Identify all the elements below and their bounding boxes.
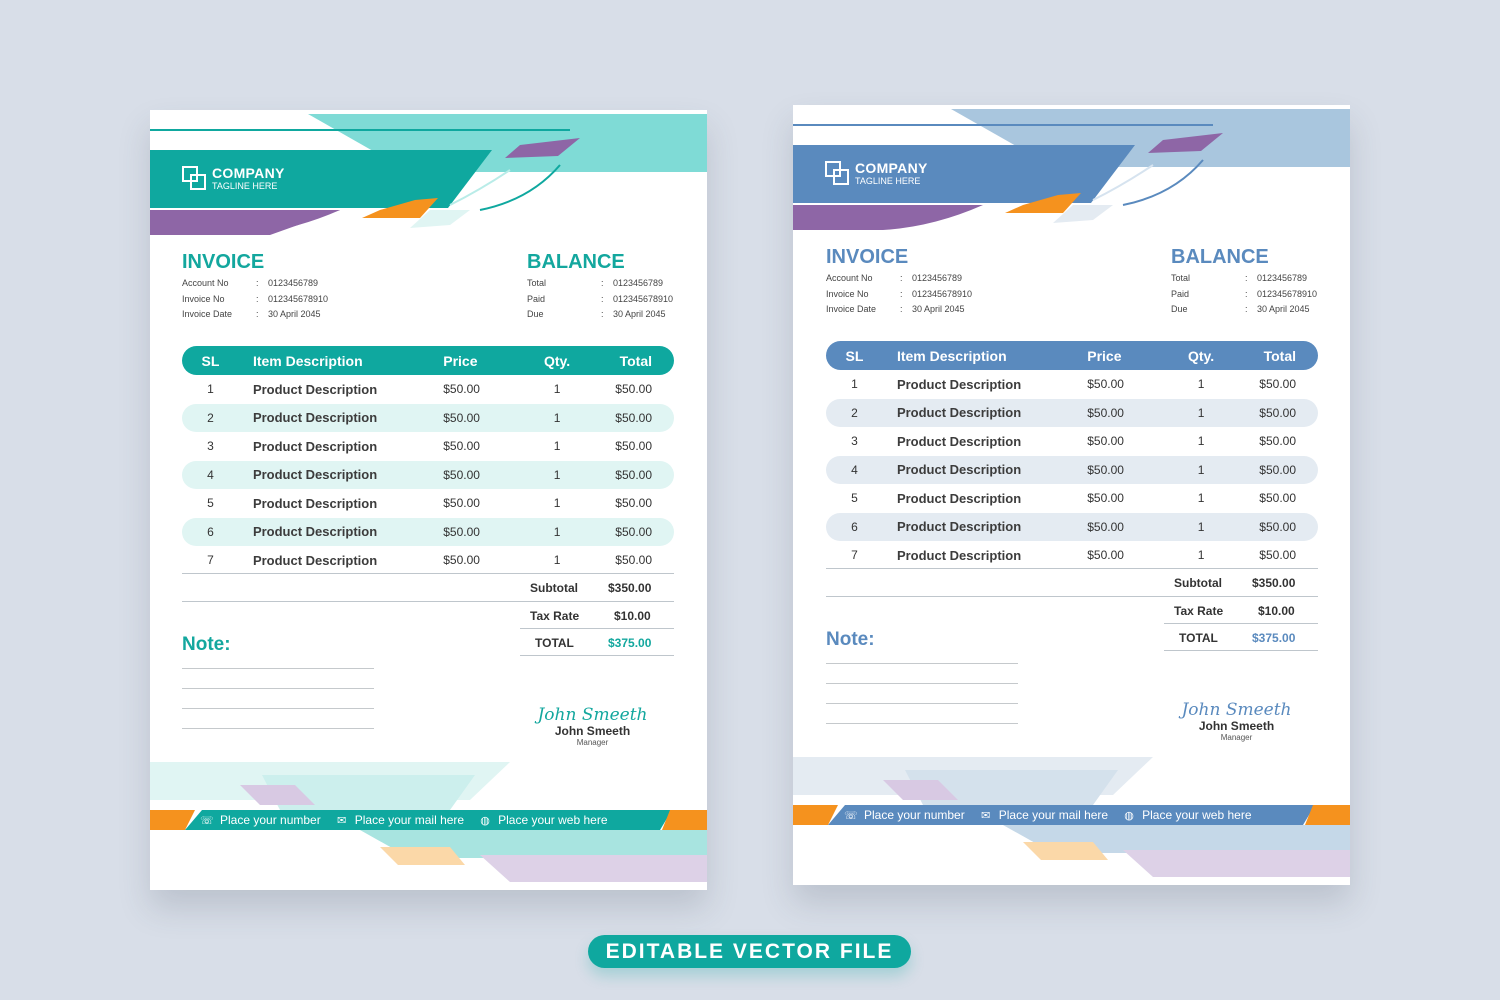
divider: [182, 573, 674, 574]
cell-desc: Product Description: [896, 376, 1022, 392]
cell-price: $50.00: [443, 382, 480, 397]
cell-qty: 1: [1197, 519, 1205, 534]
cell-price: $50.00: [1087, 519, 1124, 534]
cell-desc: Product Description: [896, 462, 1022, 478]
field-label: Due: [527, 309, 544, 319]
cell-qty: 1: [553, 382, 561, 397]
subtotal-label: Subtotal: [530, 581, 578, 595]
field-value: 0123456789: [268, 278, 319, 288]
cell-qty: 1: [1197, 377, 1205, 392]
globe-icon: ◍: [1124, 809, 1134, 822]
cell-desc: Product Description: [896, 433, 1022, 449]
signature-script: John Smeeth: [537, 705, 648, 725]
balance-title: BALANCE: [527, 251, 625, 273]
signer-name: John Smeeth: [1198, 719, 1275, 733]
contact-bar: [200, 813, 622, 827]
cell-price: $50.00: [1087, 462, 1124, 477]
cell-qty: 1: [1197, 405, 1205, 420]
table-header: [182, 346, 674, 375]
total-label: TOTAL: [1179, 631, 1218, 645]
header-desc: Item Description: [896, 347, 1007, 364]
field-value: 30 April 2045: [912, 304, 965, 314]
cell-desc: Product Description: [252, 381, 378, 397]
header-sl: SL: [201, 352, 220, 369]
cell-total: $50.00: [615, 524, 652, 539]
cell-desc: Product Description: [252, 438, 378, 454]
cell-total: $50.00: [615, 467, 652, 482]
company-tagline: TAGLINE HERE: [212, 181, 278, 191]
balance-fields: Total : 0123456789 Paid : 012345678910 Due : 30 April 2045: [1171, 273, 1317, 320]
note-line[interactable]: [826, 703, 1018, 704]
invoice-title: INVOICE: [182, 251, 265, 273]
table-row: [826, 427, 1318, 456]
signature-block: [530, 705, 655, 747]
note-line[interactable]: [182, 728, 374, 729]
items-table: [182, 346, 674, 575]
cell-qty: 1: [553, 439, 561, 454]
invoice-fields: Account No : 0123456789 Invoice No : 012345678910 Invoice Date : 30 April 2045: [826, 273, 972, 320]
header-qty: Qty.: [1188, 347, 1215, 364]
cell-total: $50.00: [1259, 548, 1296, 563]
cell-desc: Product Description: [896, 547, 1022, 563]
contact-web[interactable]: [478, 813, 607, 827]
field-label: Invoice No: [826, 288, 869, 299]
header-price: Price: [443, 352, 478, 369]
field-label: Account No: [182, 278, 229, 288]
header-price: Price: [1087, 347, 1122, 364]
table-row: [826, 484, 1318, 513]
signer-name: John Smeeth: [554, 724, 631, 738]
table-row: [182, 489, 674, 518]
header-qty: Qty.: [544, 352, 571, 369]
cell-sl: 5: [207, 496, 214, 511]
cell-qty: 1: [1197, 434, 1205, 449]
signature-block: [1174, 700, 1299, 742]
cell-price: $50.00: [443, 439, 480, 454]
cell-total: $50.00: [1259, 405, 1296, 420]
field-value: 30 April 2045: [268, 309, 321, 319]
tax-label: Tax Rate: [530, 609, 580, 623]
field-label: Invoice Date: [182, 309, 233, 319]
cell-sl: 2: [851, 405, 858, 420]
cell-sl: 5: [851, 491, 858, 506]
contact-mail[interactable]: [335, 813, 464, 827]
cell-sl: 7: [851, 548, 858, 563]
tax-label: Tax Rate: [1174, 604, 1224, 618]
cell-price: $50.00: [1087, 377, 1124, 392]
cell-qty: 1: [1197, 548, 1205, 563]
divider: [520, 628, 674, 629]
cell-price: $50.00: [443, 553, 480, 568]
cell-total: $50.00: [1259, 491, 1296, 506]
total-value: $375.00: [608, 636, 652, 650]
cell-sl: 2: [207, 410, 214, 425]
cell-qty: 1: [553, 524, 561, 539]
field-label: Paid: [527, 293, 546, 304]
header-sl: SL: [845, 347, 864, 364]
cell-price: $50.00: [443, 410, 480, 425]
table-row: [182, 375, 674, 404]
cell-desc: Product Description: [252, 410, 378, 426]
table-row: [826, 456, 1318, 485]
table-row: [826, 541, 1318, 570]
phone-icon: ☏: [844, 809, 858, 822]
field-label: Total: [527, 278, 547, 288]
table-header: [826, 341, 1318, 370]
cell-price: $50.00: [1087, 434, 1124, 449]
cell-desc: Product Description: [896, 490, 1022, 506]
field-value: 012345678910: [613, 293, 674, 304]
cell-price: $50.00: [443, 467, 480, 482]
signature-script: John Smeeth: [1181, 700, 1292, 720]
cell-total: $50.00: [615, 553, 652, 568]
balance-fields: Total : 0123456789 Paid : 012345678910 Due : 30 April 2045: [527, 278, 673, 325]
contact-phone-text: Place your number: [864, 808, 965, 822]
cell-sl: 3: [207, 439, 214, 454]
cell-desc: Product Description: [896, 519, 1022, 535]
logo-icon: [825, 161, 850, 186]
subtotal-label: Subtotal: [1174, 576, 1222, 590]
field-label: Paid: [1171, 288, 1190, 299]
table-row: [182, 518, 674, 547]
field-label: Invoice No: [182, 293, 225, 304]
signer-role: Manager: [1220, 733, 1253, 742]
header-total: Total: [619, 352, 652, 369]
balance-title: BALANCE: [1171, 246, 1269, 268]
header-desc: Item Description: [252, 352, 363, 369]
cell-qty: 1: [1197, 462, 1205, 477]
total-value: $375.00: [1252, 631, 1296, 645]
table-row: [826, 513, 1318, 542]
contact-web-text: Place your web here: [498, 813, 608, 827]
cell-sl: 4: [207, 467, 214, 482]
cell-total: $50.00: [1259, 434, 1296, 449]
cell-desc: Product Description: [252, 467, 378, 483]
cell-desc: Product Description: [252, 552, 378, 568]
cell-price: $50.00: [443, 524, 480, 539]
company-logo: [825, 161, 928, 186]
contact-mail[interactable]: [979, 808, 1108, 822]
field-value: 0123456789: [613, 278, 664, 288]
table-row: [826, 399, 1318, 428]
cell-qty: 1: [553, 467, 561, 482]
cell-desc: Product Description: [252, 524, 378, 540]
invoice-title: INVOICE: [826, 246, 909, 268]
field-label: Invoice Date: [826, 304, 877, 314]
contact-phone[interactable]: [844, 808, 965, 822]
divider: [1164, 623, 1318, 624]
field-value: 012345678910: [912, 288, 973, 299]
editable-vector-badge: EDITABLE VECTOR FILE: [588, 935, 911, 968]
field-value: 0123456789: [912, 273, 963, 283]
divider: [520, 655, 674, 656]
total-label: TOTAL: [535, 636, 574, 650]
note-line[interactable]: [826, 683, 1018, 684]
contact-bar: [844, 808, 1266, 822]
field-label: Total: [1171, 273, 1191, 283]
note-line[interactable]: [182, 668, 374, 669]
cell-price: $50.00: [1087, 491, 1124, 506]
tax-value: $10.00: [1258, 604, 1295, 618]
note-line[interactable]: [182, 708, 374, 709]
items-table: [826, 341, 1318, 570]
cell-sl: 4: [851, 462, 858, 477]
field-value: 30 April 2045: [613, 309, 666, 319]
invoice-fields: Account No : 0123456789 Invoice No : 012345678910 Invoice Date : 30 April 2045: [182, 278, 328, 325]
cell-qty: 1: [553, 553, 561, 568]
cell-sl: 3: [851, 434, 858, 449]
signer-role: Manager: [576, 738, 609, 747]
cell-total: $50.00: [1259, 519, 1296, 534]
note-title: Note:: [826, 629, 875, 650]
note-line[interactable]: [182, 688, 374, 689]
company-logo: [182, 166, 285, 191]
note-title: Note:: [182, 634, 231, 655]
table-row: [182, 546, 674, 575]
contact-mail-text: Place your mail here: [354, 813, 465, 827]
cell-total: $50.00: [615, 496, 652, 511]
contact-phone-text: Place your number: [220, 813, 321, 827]
cell-sl: 1: [851, 377, 858, 392]
cell-total: $50.00: [615, 410, 652, 425]
field-label: Account No: [826, 273, 873, 283]
divider: [826, 596, 1318, 597]
contact-web-text: Place your web here: [1142, 808, 1252, 822]
subtotal-value: $350.00: [608, 581, 652, 595]
divider: [1164, 650, 1318, 651]
field-label: Due: [1171, 304, 1188, 314]
company-name: COMPANY: [212, 165, 285, 181]
cell-price: $50.00: [443, 496, 480, 511]
company-tagline: TAGLINE HERE: [855, 176, 921, 186]
cell-total: $50.00: [1259, 377, 1296, 392]
mail-icon: ✉: [981, 809, 991, 822]
table-row: [182, 432, 674, 461]
mail-icon: ✉: [337, 814, 347, 827]
contact-web[interactable]: [1122, 808, 1251, 822]
cell-desc: Product Description: [252, 495, 378, 511]
cell-qty: 1: [553, 496, 561, 511]
cell-qty: 1: [1197, 491, 1205, 506]
cell-sl: 1: [207, 382, 214, 397]
cell-sl: 6: [207, 524, 214, 539]
divider: [826, 568, 1318, 569]
phone-icon: ☏: [200, 814, 214, 827]
subtotal-value: $350.00: [1252, 576, 1296, 590]
table-row: [182, 404, 674, 433]
note-line[interactable]: [826, 663, 1018, 664]
invoice-sheet-blue: [793, 105, 1350, 885]
company-name: COMPANY: [855, 160, 928, 176]
contact-phone[interactable]: [200, 813, 321, 827]
cell-price: $50.00: [1087, 405, 1124, 420]
header-total: Total: [1263, 347, 1296, 364]
note-line[interactable]: [826, 723, 1018, 724]
cell-qty: 1: [553, 410, 561, 425]
field-value: 012345678910: [1257, 288, 1318, 299]
invoice-sheet-teal: [150, 110, 707, 890]
field-value: 30 April 2045: [1257, 304, 1310, 314]
field-value: 012345678910: [268, 293, 329, 304]
cell-sl: 6: [851, 519, 858, 534]
cell-desc: Product Description: [896, 405, 1022, 421]
table-row: [826, 370, 1318, 399]
cell-total: $50.00: [615, 382, 652, 397]
globe-icon: ◍: [480, 814, 490, 827]
cell-sl: 7: [207, 553, 214, 568]
divider: [182, 601, 674, 602]
cell-price: $50.00: [1087, 548, 1124, 563]
cell-total: $50.00: [615, 439, 652, 454]
logo-icon: [182, 166, 207, 191]
contact-mail-text: Place your mail here: [998, 808, 1109, 822]
table-row: [182, 461, 674, 490]
field-value: 0123456789: [1257, 273, 1308, 283]
tax-value: $10.00: [614, 609, 651, 623]
cell-total: $50.00: [1259, 462, 1296, 477]
